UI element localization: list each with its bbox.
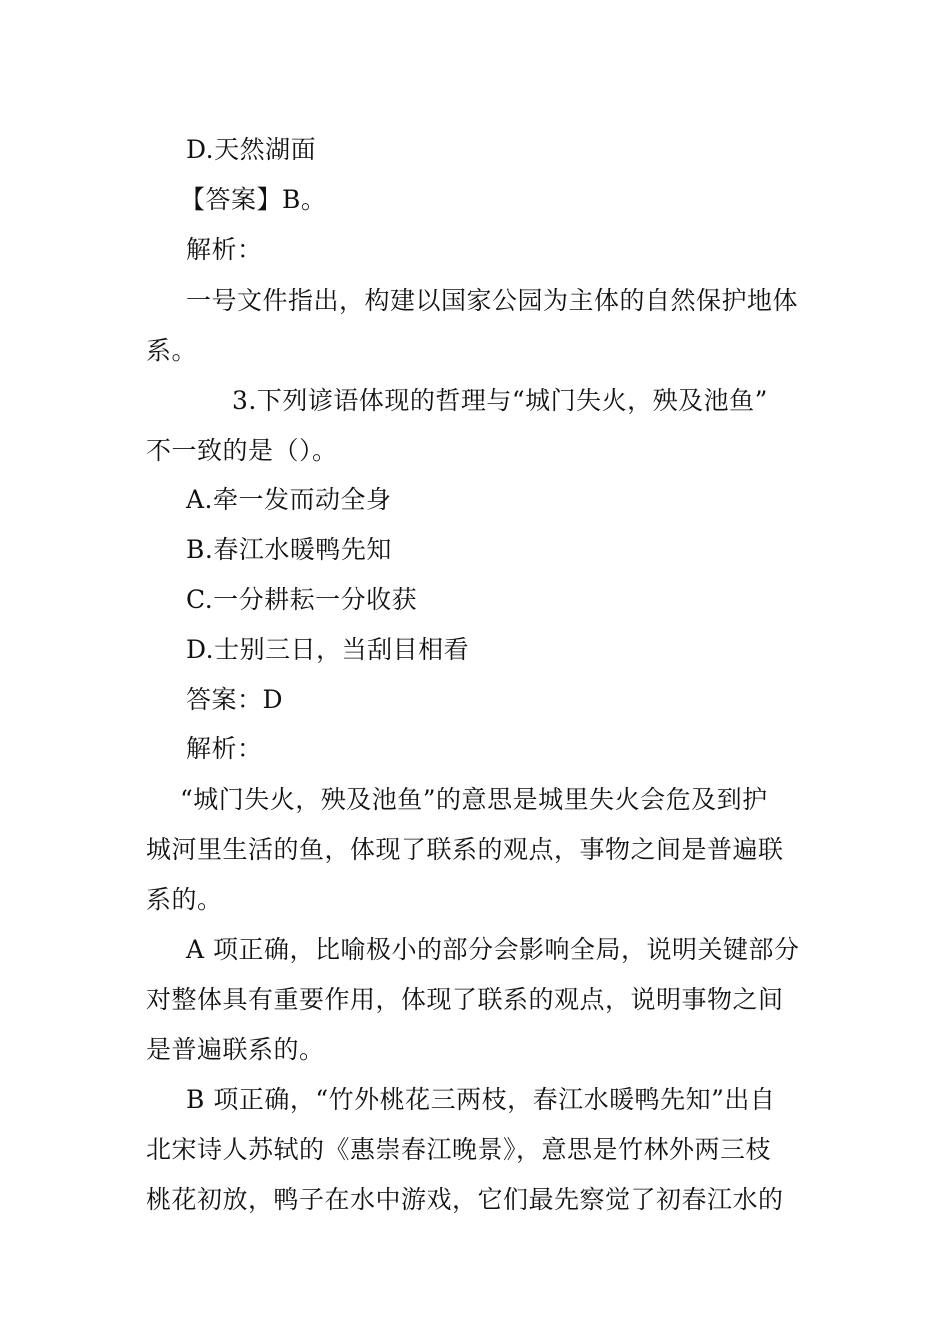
answer-d: 答案：D bbox=[186, 685, 284, 714]
option-c: C.一分耕耘一分收获 bbox=[186, 585, 418, 614]
paragraph-2-line-3: 是普遍联系的。 bbox=[146, 1035, 325, 1064]
analysis-text-2: 系。 bbox=[146, 336, 198, 365]
paragraph-2-line-1: A 项正确，比喻极小的部分会影响全局，说明关键部分 bbox=[186, 935, 800, 964]
option-d-lake: D.天然湖面 bbox=[186, 135, 317, 164]
paragraph-3-line-2: 北宋诗人苏轼的《惠崇春江晚景》，意思是竹林外两三枝 bbox=[146, 1135, 772, 1164]
paragraph-3-line-1: B 项正确，“竹外桃花三两枝，春江水暖鸭先知”出自 bbox=[186, 1085, 776, 1114]
option-a: A.牵一发而动全身 bbox=[186, 485, 392, 514]
analysis-label: 解析： bbox=[186, 235, 263, 264]
analysis-text-1: 一号文件指出，构建以国家公园为主体的自然保护地体 bbox=[186, 286, 799, 315]
paragraph-1-line-2: 城河里生活的鱼，体现了联系的观点，事物之间是普遍联 bbox=[146, 835, 784, 864]
option-d: D.士别三日，当刮目相看 bbox=[186, 635, 470, 664]
analysis-label-2: 解析： bbox=[186, 734, 263, 763]
question-3-title-cont: 不一致的是（）。 bbox=[146, 436, 338, 465]
paragraph-1-line-1: “城门失火，殃及池鱼”的意思是城里失火会危及到护 bbox=[180, 785, 768, 814]
paragraph-3-line-3: 桃花初放，鸭子在水中游戏，它们最先察觉了初春江水的 bbox=[146, 1185, 784, 1214]
option-b: B.春江水暖鸭先知 bbox=[186, 535, 392, 564]
question-3-title: 3.下列谚语体现的哲理与“城门失火，殃及池鱼” bbox=[232, 386, 768, 415]
answer-b: 【答案】B。 bbox=[180, 185, 327, 214]
paragraph-1-line-3: 系的。 bbox=[146, 885, 223, 914]
paragraph-2-line-2: 对整体具有重要作用，体现了联系的观点，说明事物之间 bbox=[146, 985, 784, 1014]
